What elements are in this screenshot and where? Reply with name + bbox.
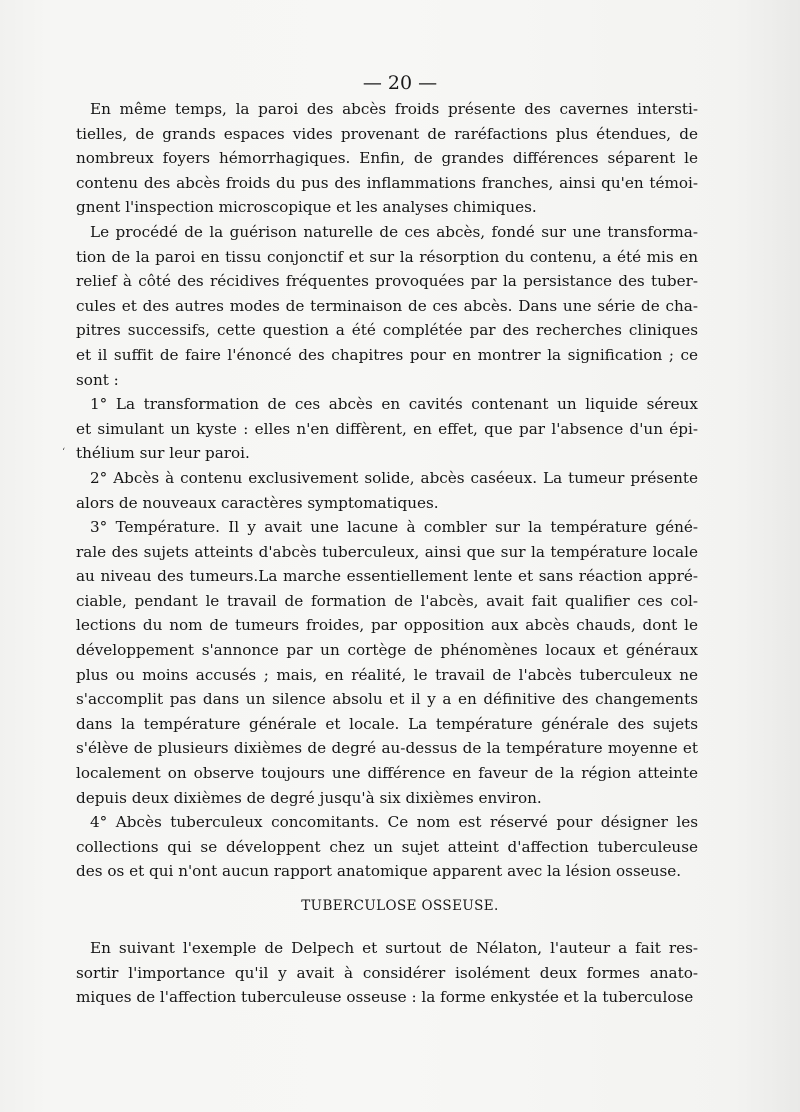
text-line: collections qui se développent chez un sujet atteint d'affection tuberculeuse: [76, 837, 698, 856]
text-line: alors de nouveaux caractères symptomatiques.: [76, 493, 439, 512]
text-line: sortir l'importance qu'il y avait à considérer isolément deux formes anato-: [76, 963, 698, 982]
text-line: miques de l'affection tuberculeuse osseuse : la forme enkystée et la tuberculose: [76, 988, 694, 1007]
text-line: au niveau des tumeurs.La marche essentiellement lente et sans réaction appré-: [76, 567, 698, 586]
text-line: localement on observe toujours une différence en faveur de la région atteinte: [76, 764, 698, 783]
page-number: — 20 —: [362, 72, 438, 94]
section-heading: TUBERCULOSE OSSEUSE.: [301, 898, 499, 914]
text-line: 3° Température. Il y avait une lacune à combler sur la température géné-: [90, 518, 698, 537]
text-line: lections du nom de tumeurs froides, par opposition aux abcès chauds, dont le: [76, 616, 698, 635]
text-line: relief à côté des récidives fréquentes provoquées par la persistance des tuber-: [76, 272, 698, 291]
text-line: cules et des autres modes de terminaison de ces abcès. Dans une série de cha-: [76, 296, 698, 315]
text-line: des os et qui n'ont aucun rapport anatomique apparent avec la lésion osseuse.: [76, 862, 682, 881]
text-line: dans la température générale et locale. La température générale des sujets: [76, 714, 698, 733]
text-line: s'élève de plusieurs dixièmes de degré au-dessus de la température moyenne et: [76, 739, 698, 758]
section-text-block: [76, 936, 698, 1010]
text-line: et simulant un kyste : elles n'en diffèrent, en effet, que par l'absence d'un épi-: [76, 419, 698, 438]
text-line: plus ou moins accusés ; mais, en réalité, le travail de l'abcès tuberculeux ne: [76, 665, 698, 684]
text-line: ciable, pendant le travail de formation de l'abcès, avait fait qualifier ces col-: [76, 591, 698, 610]
text-line: 2° Abcès à contenu exclusivement solide, abcès caséeux. La tumeur présente: [90, 468, 698, 487]
text-line: sont :: [76, 370, 119, 389]
text-line: 4° Abcès tuberculeux concomitants. Ce nom est réservé pour désigner les: [90, 813, 698, 832]
text-line: tielles, de grands espaces vides provenant de raréfactions plus étendues, de: [76, 124, 698, 143]
text-line: et il suffit de faire l'énoncé des chapitres pour en montrer la signification ; ce: [76, 345, 698, 364]
text-line: gnent l'inspection microscopique et les analyses chimiques.: [76, 198, 537, 217]
margin-mark: ‘: [62, 447, 66, 458]
text-line: thélium sur leur paroi.: [76, 444, 250, 463]
main-text-block: [76, 97, 698, 884]
text-line: contenu des abcès froids du pus des inflammations franches, ainsi qu'en témoi-: [76, 173, 698, 192]
text-line: développement s'annonce par un cortège de phénomènes locaux et généraux: [76, 641, 698, 660]
text-line: En même temps, la paroi des abcès froids présente des cavernes intersti-: [90, 100, 698, 118]
text-line: En suivant l'exemple de Delpech et surtout de Nélaton, l'auteur a fait res-: [90, 939, 698, 957]
text-line: tion de la paroi en tissu conjonctif et sur la résorption du contenu, a été mis en: [76, 247, 698, 266]
text-line: Le procédé de la guérison naturelle de ces abcès, fondé sur une transforma-: [90, 222, 698, 241]
text-line: s'accomplit pas dans un silence absolu et il y a en définitive des changements: [76, 690, 698, 709]
text-line: 1° La transformation de ces abcès en cavités contenant un liquide séreux: [90, 395, 698, 414]
text-line: nombreux foyers hémorrhagiques. Enfin, de grandes différences séparent le: [76, 149, 698, 168]
text-line: rale des sujets atteints d'abcès tuberculeux, ainsi que sur la température locale: [76, 542, 698, 561]
text-line: depuis deux dixièmes de degré jusqu'à six dixièmes environ.: [76, 788, 542, 807]
text-line: pitres successifs, cette question a été complétée par des recherches cliniques: [76, 321, 698, 340]
